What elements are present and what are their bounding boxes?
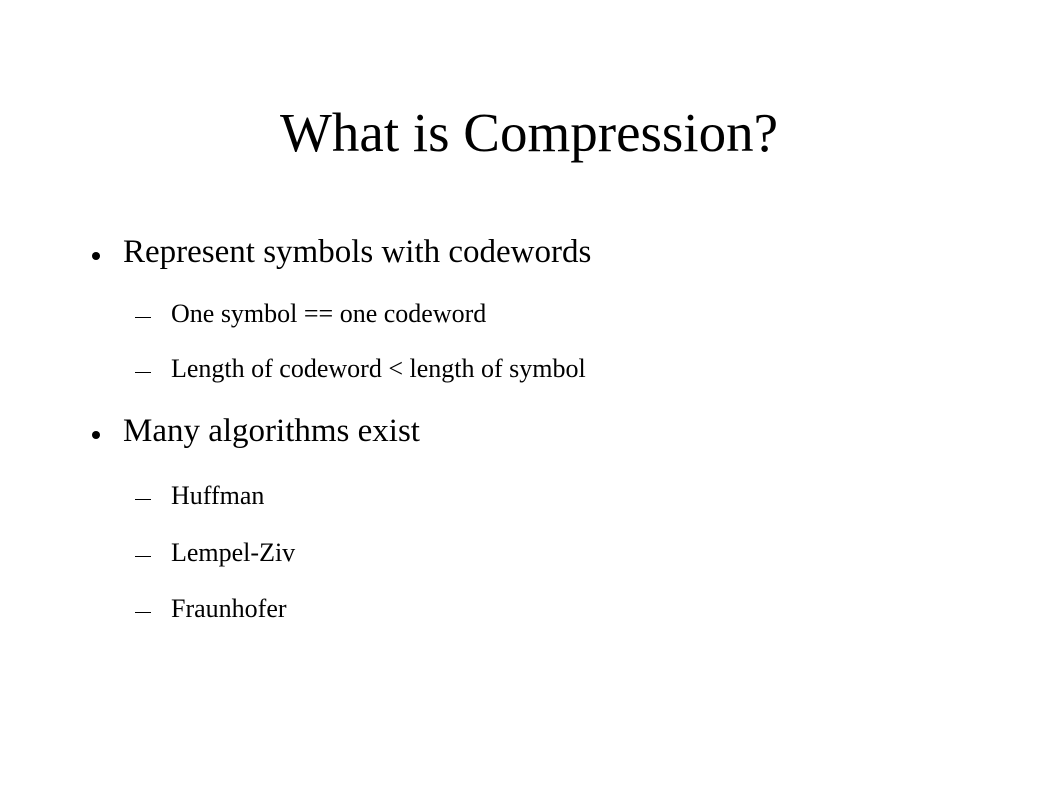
dash-bullet-icon [135,556,151,557]
sub-bullet-text: Huffman [171,481,265,510]
sub-bullet-text: Lempel-Ziv [171,538,296,567]
dash-bullet-icon [135,612,151,613]
bullet-text: Many algorithms exist [123,413,420,449]
dash-bullet-icon [135,372,151,373]
bullet-dot-icon [92,252,100,260]
bullet-text: Represent symbols with codewords [123,234,592,270]
sub-bullet-text: One symbol == one codeword [171,299,487,328]
dash-bullet-icon [135,317,151,318]
dash-bullet-icon [135,499,151,500]
sub-bullet-text: Length of codeword < length of symbol [171,354,586,383]
bullet-dot-icon [92,431,100,439]
slide-title: What is Compression? [280,102,778,163]
sub-bullet-text: Fraunhofer [171,594,287,623]
